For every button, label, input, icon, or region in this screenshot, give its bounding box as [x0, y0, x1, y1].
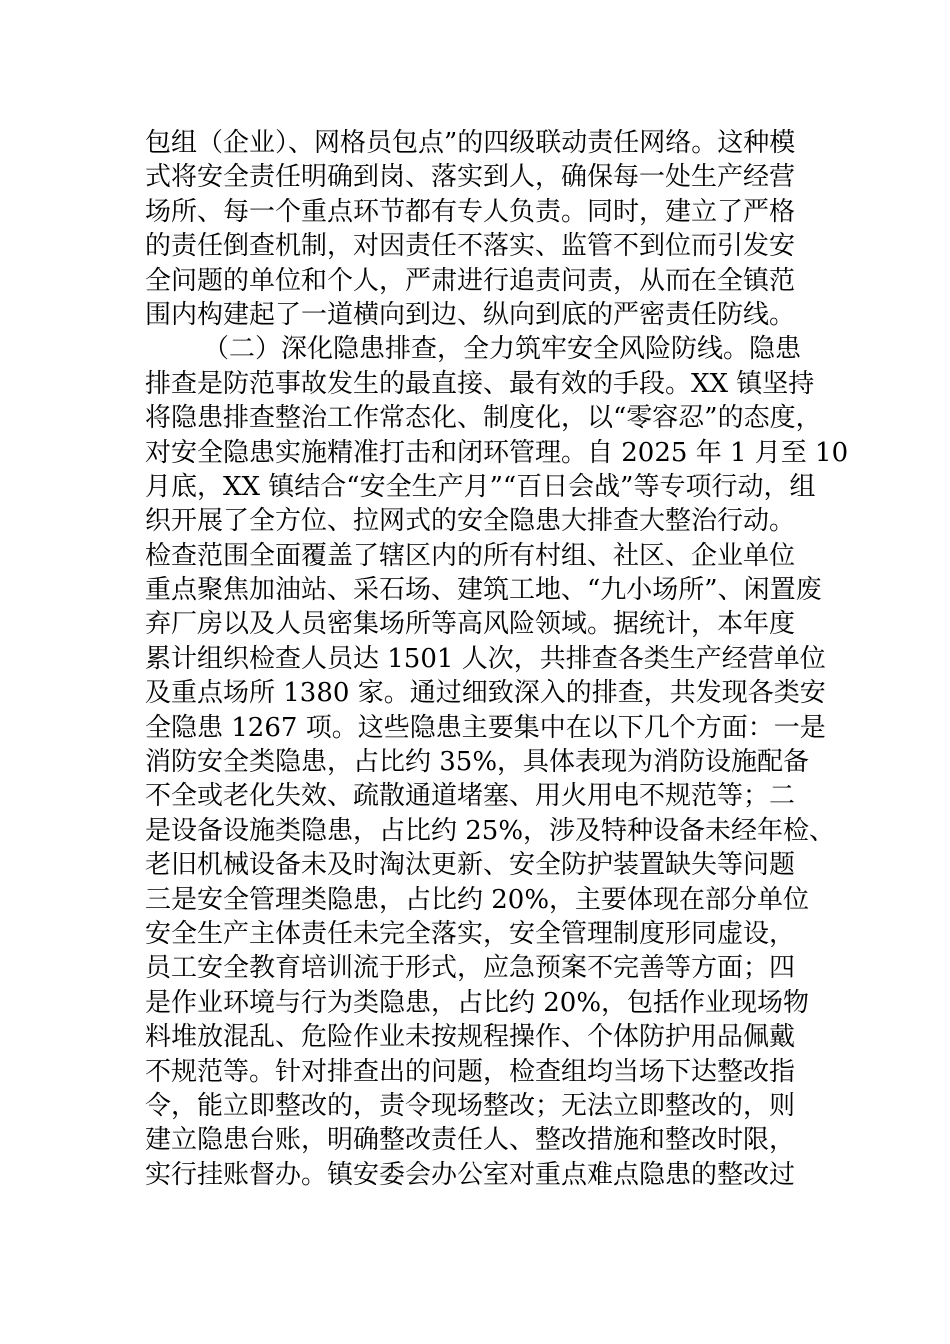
text-line: 不规范等。针对排查出的问题，检查组均当场下达整改指	[145, 1056, 796, 1087]
text-line: 安全生产主体责任未完全落实，安全管理制度形同虚设，	[145, 918, 796, 949]
section-heading-line: （二）深化隐患排查，全力筑牢安全风险防线。隐患	[203, 334, 802, 365]
text-line: 场所、每一个重点环节都有专人负责。同时，建立了严格	[145, 196, 796, 227]
text-line: 员工安全教育培训流于形式，应急预案不完善等方面；四	[145, 953, 796, 984]
text-line: 消防安全类隐患，占比约 35%，具体表现为消防设施配备	[145, 747, 810, 778]
text-line: 建立隐患台账，明确整改责任人、整改措施和整改时限，	[145, 1125, 796, 1156]
text-line: 是作业环境与行为类隐患，占比约 20%，包括作业现场物	[145, 987, 810, 1018]
text-line: 检查范围全面覆盖了辖区内的所有村组、社区、企业单位	[145, 540, 796, 571]
text-line: 弃厂房以及人员密集场所等高风险领域。据统计，本年度	[145, 609, 796, 640]
text-line: 料堆放混乱、危险作业未按规程操作、个体防护用品佩戴	[145, 1022, 796, 1053]
text-line: 全问题的单位和个人，严肃进行追责问责，从而在全镇范	[145, 265, 796, 296]
text-line: 排查是防范事故发生的最直接、最有效的手段。XX 镇坚持	[145, 368, 815, 399]
text-line: 围内构建起了一道横向到边、纵向到底的严密责任防线。	[145, 299, 796, 330]
text-line: 将隐患排查整治工作常态化、制度化，以“零容忍”的态度，	[145, 403, 822, 434]
text-line: 及重点场所 1380 家。通过细致深入的排查，共发现各类安	[145, 678, 826, 709]
text-line: 包组（企业）、网格员包点”的四级联动责任网络。这种模	[145, 128, 796, 158]
text-line: 累计组织检查人员达 1501 人次，共排查各类生产经营单位	[145, 643, 826, 674]
text-line: 重点聚焦加油站、采石场、建筑工地、“九小场所”、闲置废	[145, 575, 822, 606]
text-line: 三是安全管理类隐患，占比约 20%，主要体现在部分单位	[145, 884, 810, 915]
text-line: 不全或老化失效、疏散通道堵塞、用火用电不规范等；二	[145, 781, 796, 812]
text-line: 月底，XX 镇结合“安全生产月”“百日会战”等专项行动，组	[145, 471, 816, 502]
text-line: 的责任倒查机制，对因责任不落实、监管不到位而引发安	[145, 231, 796, 262]
text-line: 实行挂账督办。镇安委会办公室对重点难点隐患的整改过	[145, 1159, 796, 1190]
text-line: 令，能立即整改的，责令现场整改；无法立即整改的，则	[145, 1090, 796, 1121]
text-line: 是设备设施类隐患，占比约 25%，涉及特种设备未经年检、	[145, 815, 836, 846]
text-line: 全隐患 1267 项。这些隐患主要集中在以下几个方面：一是	[145, 712, 826, 743]
body-text	[145, 126, 849, 1192]
text-line: 式将安全责任明确到岗、落实到人，确保每一处生产经营	[145, 162, 796, 193]
text-line: 老旧机械设备未及时淘汰更新、安全防护装置缺失等问题	[145, 850, 796, 881]
text-line: 织开展了全方位、拉网式的安全隐患大排查大整治行动。	[145, 506, 796, 537]
text-line: 对安全隐患实施精准打击和闭环管理。自 2025 年 1 月至 10	[145, 437, 849, 468]
